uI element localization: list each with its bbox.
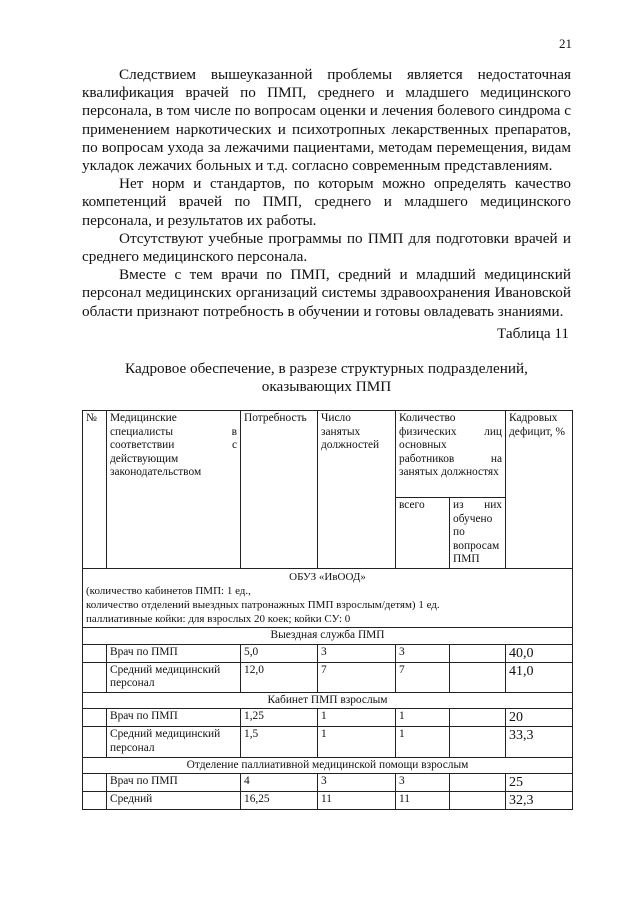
cell-need: 16,25 bbox=[241, 792, 318, 810]
cell-name: Средний медицинский персонал bbox=[107, 662, 241, 692]
section-title: Отделение паллиативной медицинской помощи взрослым bbox=[83, 757, 573, 774]
cell-trained bbox=[450, 727, 506, 757]
cell-deficit: 33,3 bbox=[506, 727, 573, 757]
cell-name: Средний медицинский персонал bbox=[107, 727, 241, 757]
cell-num bbox=[83, 774, 107, 792]
table-row bbox=[83, 792, 573, 810]
table-caption-line: Кадровое обеспечение, в разрезе структурных подразделений, bbox=[125, 360, 528, 377]
organization-row bbox=[83, 569, 573, 628]
cell-total: 3 bbox=[396, 644, 450, 662]
cell-deficit: 25 bbox=[506, 774, 573, 792]
organization-line: паллиативные койки: для взрослых 20 коек; койки СУ: 0 bbox=[86, 613, 351, 625]
cell-num bbox=[83, 709, 107, 727]
cell-trained bbox=[450, 709, 506, 727]
cell-occupied: 3 bbox=[318, 644, 396, 662]
header-trained: из них обучено по вопросам ПМП bbox=[450, 498, 506, 569]
cell-deficit: 32,3 bbox=[506, 792, 573, 810]
cell-total: 7 bbox=[396, 662, 450, 692]
cell-deficit: 41,0 bbox=[506, 662, 573, 692]
section-title: Кабинет ПМП взрослым bbox=[83, 692, 573, 709]
cell-total: 1 bbox=[396, 709, 450, 727]
section-title: Выездная служба ПМП bbox=[83, 628, 573, 645]
cell-name: Врач по ПМП bbox=[107, 644, 241, 662]
cell-name: Средний bbox=[107, 792, 241, 810]
cell-need: 1,25 bbox=[241, 709, 318, 727]
cell-need: 1,5 bbox=[241, 727, 318, 757]
table-row bbox=[83, 644, 573, 662]
cell-trained bbox=[450, 792, 506, 810]
organization-cell bbox=[83, 569, 573, 628]
cell-num bbox=[83, 662, 107, 692]
cell-deficit: 20 bbox=[506, 709, 573, 727]
cell-deficit: 40,0 bbox=[506, 644, 573, 662]
paragraph: Отсутствуют учебные программы по ПМП для подготовки врачей и среднего медицинского персонала. bbox=[82, 229, 571, 266]
cell-total: 3 bbox=[396, 774, 450, 792]
organization-line: количество отделений выездных патронажных ПМП взрослым/детям) 1 ед. bbox=[86, 599, 440, 611]
paragraph: Нет норм и стандартов, по которым можно определять качество компетенций врачей по ПМП, среднего и младшего медицинского персонала, и результатов их работы. bbox=[82, 175, 571, 229]
table-caption-line: оказывающих ПМП bbox=[261, 378, 392, 395]
header-need: Потребность bbox=[241, 411, 318, 569]
cell-total: 1 bbox=[396, 727, 450, 757]
cell-occupied: 3 bbox=[318, 774, 396, 792]
cell-occupied: 11 bbox=[318, 792, 396, 810]
table-row bbox=[83, 727, 573, 757]
cell-name: Врач по ПМП bbox=[107, 774, 241, 792]
header-specialists: Медицинские специалисты в соответствии с действующим законодательством bbox=[107, 411, 241, 569]
header-total: всего bbox=[396, 498, 450, 569]
paragraph: Следствием вышеуказанной проблемы является недостаточная квалификация врачей по ПМП, среднего и младшего медицинского персонала, в том числе по вопросам оценки и лечения болевого синдрома с применением наркотических и психотропных лекарственных препаратов, по вопросам ухода за лежачими пациентами, методам перемещения, видам укладок лежачих больных и т.д. согласно современным представлениям. bbox=[82, 66, 571, 175]
cell-occupied: 1 bbox=[318, 709, 396, 727]
body-text bbox=[82, 66, 571, 321]
table-row bbox=[83, 709, 573, 727]
header-num: № bbox=[83, 411, 107, 569]
staffing-table bbox=[82, 410, 573, 810]
page-number: 21 bbox=[559, 36, 572, 51]
cell-trained bbox=[450, 774, 506, 792]
header-deficit: Кадровых дефицит, % bbox=[506, 411, 573, 569]
organization-name: ОБУЗ «ИвООД» bbox=[289, 571, 366, 583]
cell-need: 5,0 bbox=[241, 644, 318, 662]
cell-trained bbox=[450, 662, 506, 692]
cell-num bbox=[83, 644, 107, 662]
table-label: Таблица 11 bbox=[497, 325, 569, 342]
header-occupied: Число занятых должностей bbox=[318, 411, 396, 569]
header-physical: Количество физических лиц основных работников на занятых должностях bbox=[396, 411, 506, 498]
table-caption bbox=[82, 360, 571, 396]
cell-occupied: 7 bbox=[318, 662, 396, 692]
organization-line: (количество кабинетов ПМП: 1 ед., bbox=[86, 585, 251, 597]
table-row bbox=[83, 774, 573, 792]
cell-num bbox=[83, 792, 107, 810]
section-row bbox=[83, 628, 573, 645]
section-row bbox=[83, 692, 573, 709]
cell-need: 12,0 bbox=[241, 662, 318, 692]
cell-trained bbox=[450, 644, 506, 662]
section-row bbox=[83, 757, 573, 774]
cell-occupied: 1 bbox=[318, 727, 396, 757]
table-row bbox=[83, 662, 573, 692]
header-row bbox=[83, 411, 573, 498]
paragraph: Вместе с тем врачи по ПМП, средний и младший медицинский персонал медицинских организаций системы здравоохранения Ивановской области признают потребность в обучении и готовы овладевать знаниями. bbox=[82, 266, 571, 320]
cell-need: 4 bbox=[241, 774, 318, 792]
cell-num bbox=[83, 727, 107, 757]
cell-total: 11 bbox=[396, 792, 450, 810]
cell-name: Врач по ПМП bbox=[107, 709, 241, 727]
